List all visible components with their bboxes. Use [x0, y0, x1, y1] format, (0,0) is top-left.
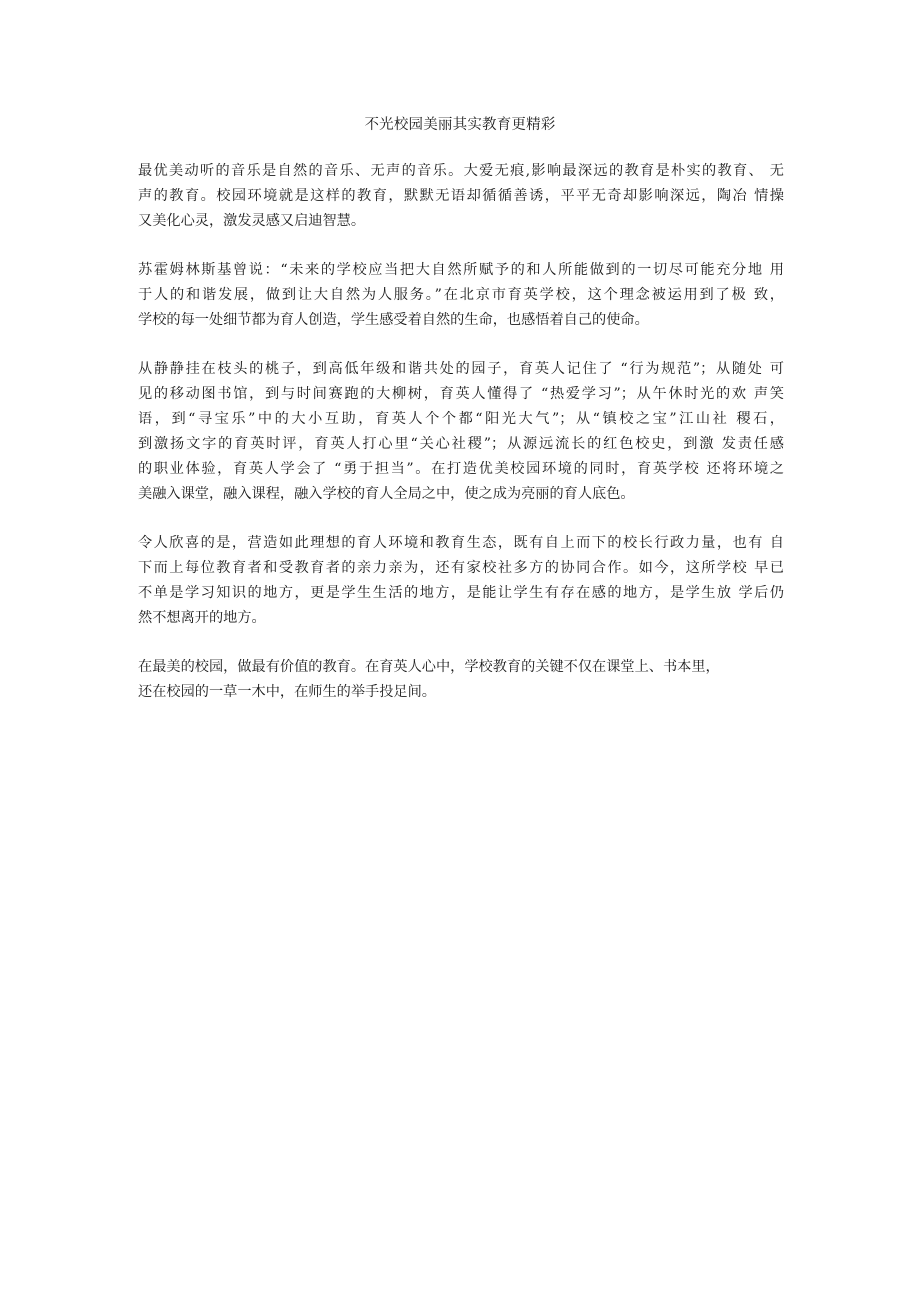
- paragraph-line: 的职业体验，育英人学会了 “勇于担当”。在打造优美校园环境的同时，育英学校 还将环境之: [138, 461, 784, 477]
- paragraph-line: 在最美的校园，做最有价值的教育。在育英人心中，学校教育的关键不仅在课堂上、书本里，: [138, 659, 720, 675]
- paragraph-line: 又美化心灵，激发灵感又启迪智慧。: [138, 213, 366, 229]
- paragraph-line: 到激扬文字的育英时评，育英人打心里“关心社稷”；从源远流长的红色校史，到激 发责任感: [138, 436, 784, 452]
- paragraph: [138, 159, 784, 234]
- paragraph-line: 下而上每位教育者和受教育者的亲力亲为，还有家校社多方的协同合作。如今，这所学校 早已: [138, 560, 784, 576]
- paragraph-line: 最优美动听的音乐是自然的音乐、无声的音乐。大爱无痕,影响最深远的教育是朴实的教育、 无: [138, 163, 784, 179]
- document-body: [138, 159, 784, 729]
- paragraph: [138, 357, 784, 507]
- paragraph-line: 语，到“寻宝乐”中的大小互助，育英人个个都“阳光大气”；从“镇校之宝”江山社 稷石，: [138, 411, 784, 427]
- paragraph-line: 还在校园的一草一木中，在师生的举手投足间。: [138, 684, 436, 700]
- paragraph-line: 然不想离开的地方。: [138, 610, 266, 626]
- paragraph-line: 令人欣喜的是，营造如此理想的育人环境和教育生态，既有自上而下的校长行政力量，也有 自: [138, 535, 784, 551]
- paragraph: [138, 258, 784, 333]
- paragraph: [138, 655, 784, 705]
- paragraph-line: 学校的每一处细节都为育人创造，学生感受着自然的生命，也感悟着自己的使命。: [138, 312, 649, 328]
- paragraph-line: 从静静挂在枝头的桃子，到高低年级和谐共处的园子，育英人记住了 “行为规范”；从随处 可: [138, 361, 784, 377]
- paragraph-line: 见的移动图书馆，到与时间赛跑的大柳树，育英人懂得了 “热爱学习”；从午休时光的欢 声笑: [138, 386, 784, 402]
- paragraph-line: 声的教育。校园环境就是这样的教育，默默无语却循循善诱，平平无奇却影响深远，陶冶 情操: [138, 188, 784, 204]
- paragraph-line: 美融入课堂，融入课程，融入学校的育人全局之中，使之成为亮丽的育人底色。: [138, 486, 635, 502]
- paragraph: [138, 531, 784, 631]
- paragraph-line: 不单是学习知识的地方，更是学生生活的地方，是能让学生有存在感的地方，是学生放 学后仍: [138, 585, 784, 601]
- document-title: 不光校园美丽其实教育更精彩: [364, 117, 556, 133]
- paragraph-line: 苏霍姆林斯基曾说：“未来的学校应当把大自然所赋予的和人所能做到的一切尽可能充分地 用: [138, 262, 784, 278]
- paragraph-line: 于人的和谐发展，做到让大自然为人服务。”在北京市育英学校，这个理念被运用到了极 致，: [138, 287, 784, 303]
